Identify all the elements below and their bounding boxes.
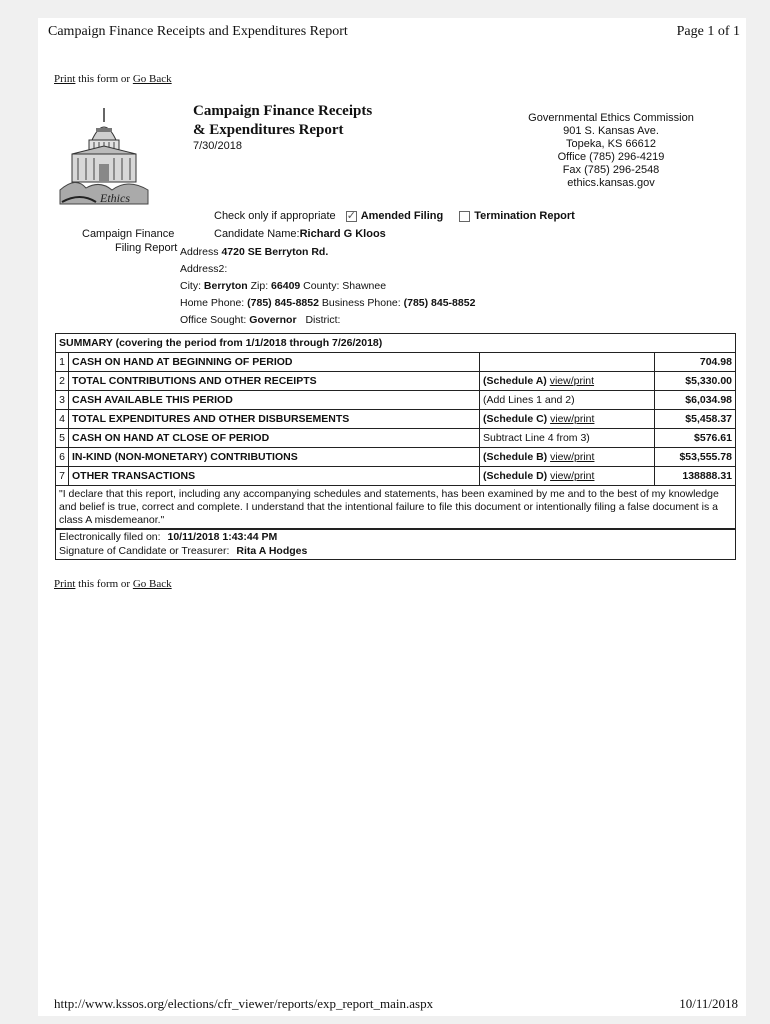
agency-city: Topeka, KS 66612	[566, 138, 656, 150]
summary-line-number: 1	[56, 353, 69, 372]
filed-on-value: 10/11/2018 1:43:44 PM	[167, 531, 278, 543]
address-row	[180, 246, 328, 258]
declaration-statement: "I declare that this report, including any accompanying schedules and statements, has been examined by me and to the best of my knowledge and belief is true, correct and complete. I understand that the intentional failure to file this document or intentionally filing a false document is a class A misdemeanor."	[55, 485, 736, 530]
summary-table	[55, 333, 736, 486]
summary-line-label: CASH ON HAND AT CLOSE OF PERIOD	[69, 429, 480, 448]
city-value: Berryton	[203, 280, 248, 292]
report-title-line1: Campaign Finance Receipts	[193, 103, 373, 119]
summary-line-label: OTHER TRANSACTIONS	[69, 467, 480, 486]
report-title	[193, 102, 372, 140]
address-value: 4720 SE Berryton Rd.	[221, 246, 329, 258]
business-phone-value: (785) 845-8852	[403, 297, 476, 309]
county-value: Shawnee	[342, 280, 387, 292]
page-number: Page 1 of 1	[676, 24, 740, 39]
candidate-name: Richard G Kloos	[299, 228, 386, 240]
summary-schedule-cell	[480, 410, 655, 429]
summary-schedule-cell	[480, 448, 655, 467]
summary-schedule-cell	[480, 467, 655, 486]
view-print-link[interactable]: view/print	[549, 375, 595, 387]
summary-schedule-text: (Add Lines 1 and 2)	[483, 394, 575, 406]
view-print-link[interactable]: view/print	[550, 413, 595, 425]
address-label: Address	[180, 246, 219, 258]
filing-report-label-line2: Filing Report	[115, 242, 178, 254]
summary-schedule-cell	[480, 391, 655, 410]
candidate-name-label: Candidate Name:	[214, 228, 300, 240]
go-back-link-bottom[interactable]: Go Back	[132, 578, 172, 590]
office-sought-value: Governor	[249, 314, 297, 326]
print-link-bottom[interactable]: Print	[54, 578, 76, 590]
links-separator: this form or	[75, 73, 133, 85]
business-phone-label: Business Phone:	[321, 297, 401, 309]
filed-on-row	[59, 530, 732, 544]
page-header-title: Campaign Finance Receipts and Expenditures Report	[48, 24, 348, 39]
print-link[interactable]: Print	[54, 73, 76, 85]
footer-date: 10/11/2018	[679, 996, 738, 1011]
summary-amount: $6,034.98	[655, 391, 736, 410]
filing-type-row	[214, 210, 575, 222]
summary-line-number: 4	[56, 410, 69, 429]
agency-street: 901 S. Kansas Ave.	[563, 125, 659, 137]
summary-line-number: 6	[56, 448, 69, 467]
amended-filing-label: Amended Filing	[360, 210, 444, 222]
summary-line-label: TOTAL EXPENDITURES AND OTHER DISBURSEMENTS	[69, 410, 480, 429]
summary-heading-row	[56, 334, 736, 353]
top-links	[54, 73, 172, 85]
check-prompt: Check only if appropriate	[214, 210, 336, 222]
report-title-line2: & Expenditures Report	[193, 122, 344, 138]
capitol-seal-image	[56, 106, 152, 210]
summary-row	[56, 429, 736, 448]
summary-amount: $576.61	[655, 429, 736, 448]
summary-row	[56, 391, 736, 410]
summary-line-label: IN-KIND (NON-MONETARY) CONTRIBUTIONS	[69, 448, 480, 467]
summary-line-number: 3	[56, 391, 69, 410]
bottom-links	[54, 578, 172, 590]
summary-schedule-cell	[480, 372, 655, 391]
filing-report-label-line1: Campaign Finance	[82, 228, 175, 240]
termination-report-checkbox[interactable]	[459, 211, 470, 222]
signature-value: Rita A Hodges	[236, 545, 308, 557]
agency-office-phone: Office (785) 296-4219	[557, 151, 665, 163]
phone-row	[180, 297, 475, 309]
summary-row	[56, 353, 736, 372]
candidate-name-row	[214, 228, 386, 240]
signature-label: Signature of Candidate or Treasurer:	[59, 545, 230, 557]
summary-line-label: CASH ON HAND AT BEGINNING OF PERIOD	[69, 353, 480, 372]
district-label: District:	[305, 314, 341, 326]
report-page	[38, 18, 746, 1016]
summary-heading: SUMMARY (covering the period from 1/1/2018 through 7/26/2018)	[56, 334, 736, 353]
summary-row	[56, 467, 736, 486]
signature-box	[55, 528, 736, 560]
report-date: 7/30/2018	[193, 140, 242, 152]
signature-row	[59, 544, 732, 558]
summary-line-number: 2	[56, 372, 69, 391]
city-label: City:	[180, 280, 201, 292]
summary-amount: $5,458.37	[655, 410, 736, 429]
city-row	[180, 280, 386, 292]
go-back-link[interactable]: Go Back	[132, 73, 172, 85]
view-print-link[interactable]: view/print	[550, 451, 595, 463]
summary-schedule-text: (Schedule C)	[483, 413, 551, 425]
links-separator-bottom: this form or	[75, 578, 133, 590]
summary-amount: $53,555.78	[655, 448, 736, 467]
summary-line-label: CASH AVAILABLE THIS PERIOD	[69, 391, 480, 410]
county-label: County:	[303, 280, 340, 292]
filed-on-label: Electronically filed on:	[59, 531, 161, 543]
summary-schedule-text: (Schedule B)	[483, 451, 551, 463]
agency-address	[508, 112, 714, 190]
agency-name: Governmental Ethics Commission	[528, 112, 694, 124]
summary-row	[56, 372, 736, 391]
summary-line-number: 5	[56, 429, 69, 448]
address2-row	[180, 263, 227, 275]
view-print-link[interactable]: view/print	[550, 470, 595, 482]
summary-schedule-text: Subtract Line 4 from 3)	[483, 432, 590, 444]
address2-label: Address2:	[180, 263, 228, 275]
summary-schedule-text: (Schedule A)	[483, 375, 550, 387]
amended-filing-checkbox[interactable]	[346, 211, 357, 222]
summary-amount: 138888.31	[655, 467, 736, 486]
summary-line-label: TOTAL CONTRIBUTIONS AND OTHER RECEIPTS	[69, 372, 480, 391]
seal-ethics-text: Ethics	[100, 191, 130, 205]
office-sought-label: Office Sought:	[180, 314, 247, 326]
summary-amount: $5,330.00	[655, 372, 736, 391]
summary-line-number: 7	[56, 467, 69, 486]
home-phone-value: (785) 845-8852	[247, 297, 319, 309]
summary-schedule-text: (Schedule D)	[483, 470, 551, 482]
summary-amount: 704.98	[655, 353, 736, 372]
agency-fax: Fax (785) 296-2548	[562, 164, 660, 176]
zip-label: Zip:	[250, 280, 269, 292]
home-phone-label: Home Phone:	[180, 297, 245, 309]
termination-report-label: Termination Report	[474, 210, 575, 222]
summary-schedule-cell	[480, 353, 655, 372]
footer-url: http://www.kssos.org/elections/cfr_viewer/reports/exp_report_main.aspx	[54, 996, 434, 1011]
summary-row	[56, 448, 736, 467]
agency-website: ethics.kansas.gov	[567, 177, 655, 189]
summary-schedule-cell	[480, 429, 655, 448]
office-row	[180, 314, 340, 326]
summary-row	[56, 410, 736, 429]
zip-value: 66409	[271, 280, 301, 292]
